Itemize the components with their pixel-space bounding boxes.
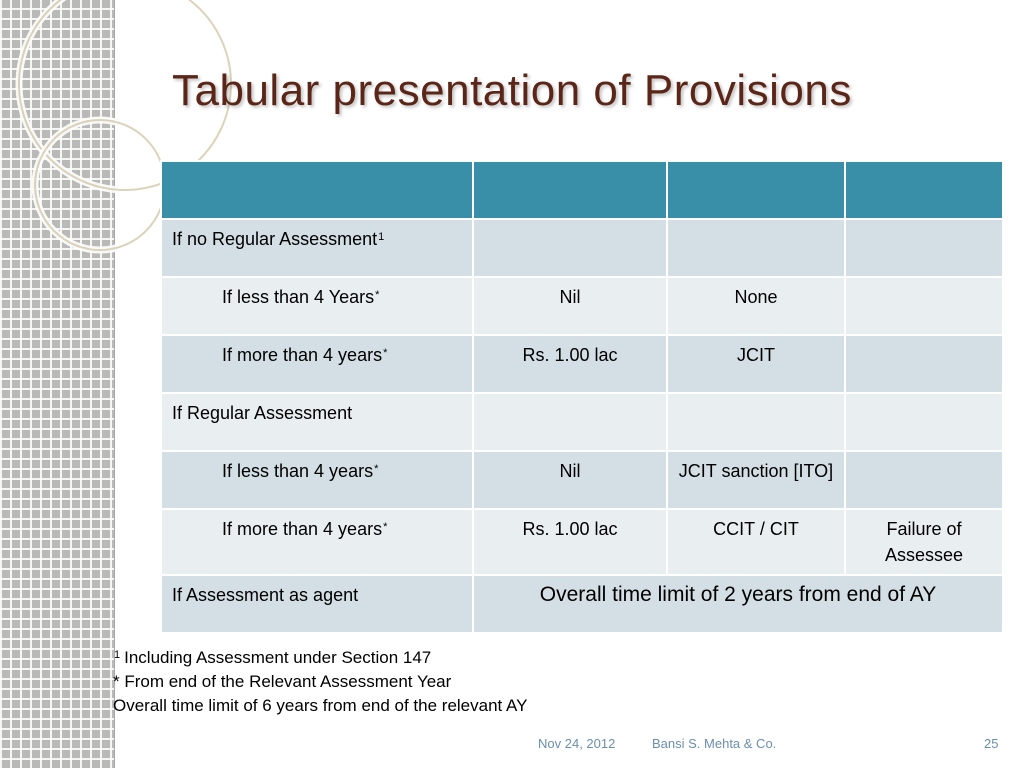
row-label: If Regular Assessment xyxy=(172,403,353,423)
row-label-cell xyxy=(161,219,473,277)
footer-date: Nov 24, 2012 xyxy=(538,736,616,751)
table-cell: JCIT sanction [ITO] xyxy=(667,451,845,509)
row-label-cell xyxy=(161,277,473,335)
row-label: If less than 4 years xyxy=(222,461,374,481)
row-label-superscript: * xyxy=(375,289,380,301)
row-label: If less than 4 Years xyxy=(222,287,375,307)
table-row xyxy=(161,451,1003,509)
provisions-table xyxy=(160,160,1004,634)
table-cell: Nil xyxy=(473,277,667,335)
table-cell: CCIT / CIT xyxy=(667,509,845,575)
table-row xyxy=(161,393,1003,451)
table-cell xyxy=(845,219,1003,277)
row-label-superscript: 1 xyxy=(378,231,385,243)
footnote-1-text: Including Assessment under Section 147 xyxy=(124,648,432,667)
slide-footer xyxy=(0,736,1024,756)
table-cell: Rs. 1.00 lac xyxy=(473,509,667,575)
row-label-superscript: * xyxy=(383,347,388,359)
footnote-1-marker: 1 xyxy=(114,649,121,661)
footnote-3: Overall time limit of 6 years from end of the relevant AY xyxy=(113,696,528,715)
row-label: If more than 4 years xyxy=(222,519,383,539)
row-label-superscript: * xyxy=(374,463,379,475)
table-row xyxy=(161,575,1003,633)
row-label: If more than 4 years xyxy=(222,345,383,365)
footer-page-number: 25 xyxy=(984,736,999,751)
table-cell: Nil xyxy=(473,451,667,509)
table-header-row xyxy=(161,161,1003,219)
slide-title: Tabular presentation of Provisions xyxy=(172,66,852,115)
table-cell xyxy=(667,393,845,451)
table-cell: Rs. 1.00 lac xyxy=(473,335,667,393)
row-label-cell xyxy=(161,393,473,451)
table-header-cell xyxy=(161,161,473,219)
table-cell: Failure of Assessee xyxy=(845,509,1003,575)
table-cell: JCIT xyxy=(667,335,845,393)
table-cell xyxy=(845,393,1003,451)
footnote-1 xyxy=(113,646,713,670)
table-cell xyxy=(473,219,667,277)
table-cell xyxy=(845,335,1003,393)
table-cell: None xyxy=(667,277,845,335)
table-header-cell xyxy=(667,161,845,219)
footnotes xyxy=(113,646,713,718)
table-cell xyxy=(845,277,1003,335)
table-row xyxy=(161,277,1003,335)
row-label-cell xyxy=(161,451,473,509)
row-label-cell xyxy=(161,509,473,575)
footnote-2: * From end of the Relevant Assessment Year xyxy=(113,672,452,691)
table-row xyxy=(161,219,1003,277)
table-header-cell xyxy=(845,161,1003,219)
table-row xyxy=(161,509,1003,575)
row-label: If Assessment as agent xyxy=(172,585,359,605)
row-label-cell xyxy=(161,335,473,393)
table-cell xyxy=(845,451,1003,509)
row-label: If no Regular Assessment xyxy=(172,229,378,249)
table-cell xyxy=(473,393,667,451)
table-header-cell xyxy=(473,161,667,219)
table-cell xyxy=(667,219,845,277)
row-label-cell xyxy=(161,575,473,633)
table-row xyxy=(161,335,1003,393)
footer-firm: Bansi S. Mehta & Co. xyxy=(652,736,777,751)
merged-cell: Overall time limit of 2 years from end of AY xyxy=(473,575,1003,633)
row-label-superscript: * xyxy=(383,521,388,533)
